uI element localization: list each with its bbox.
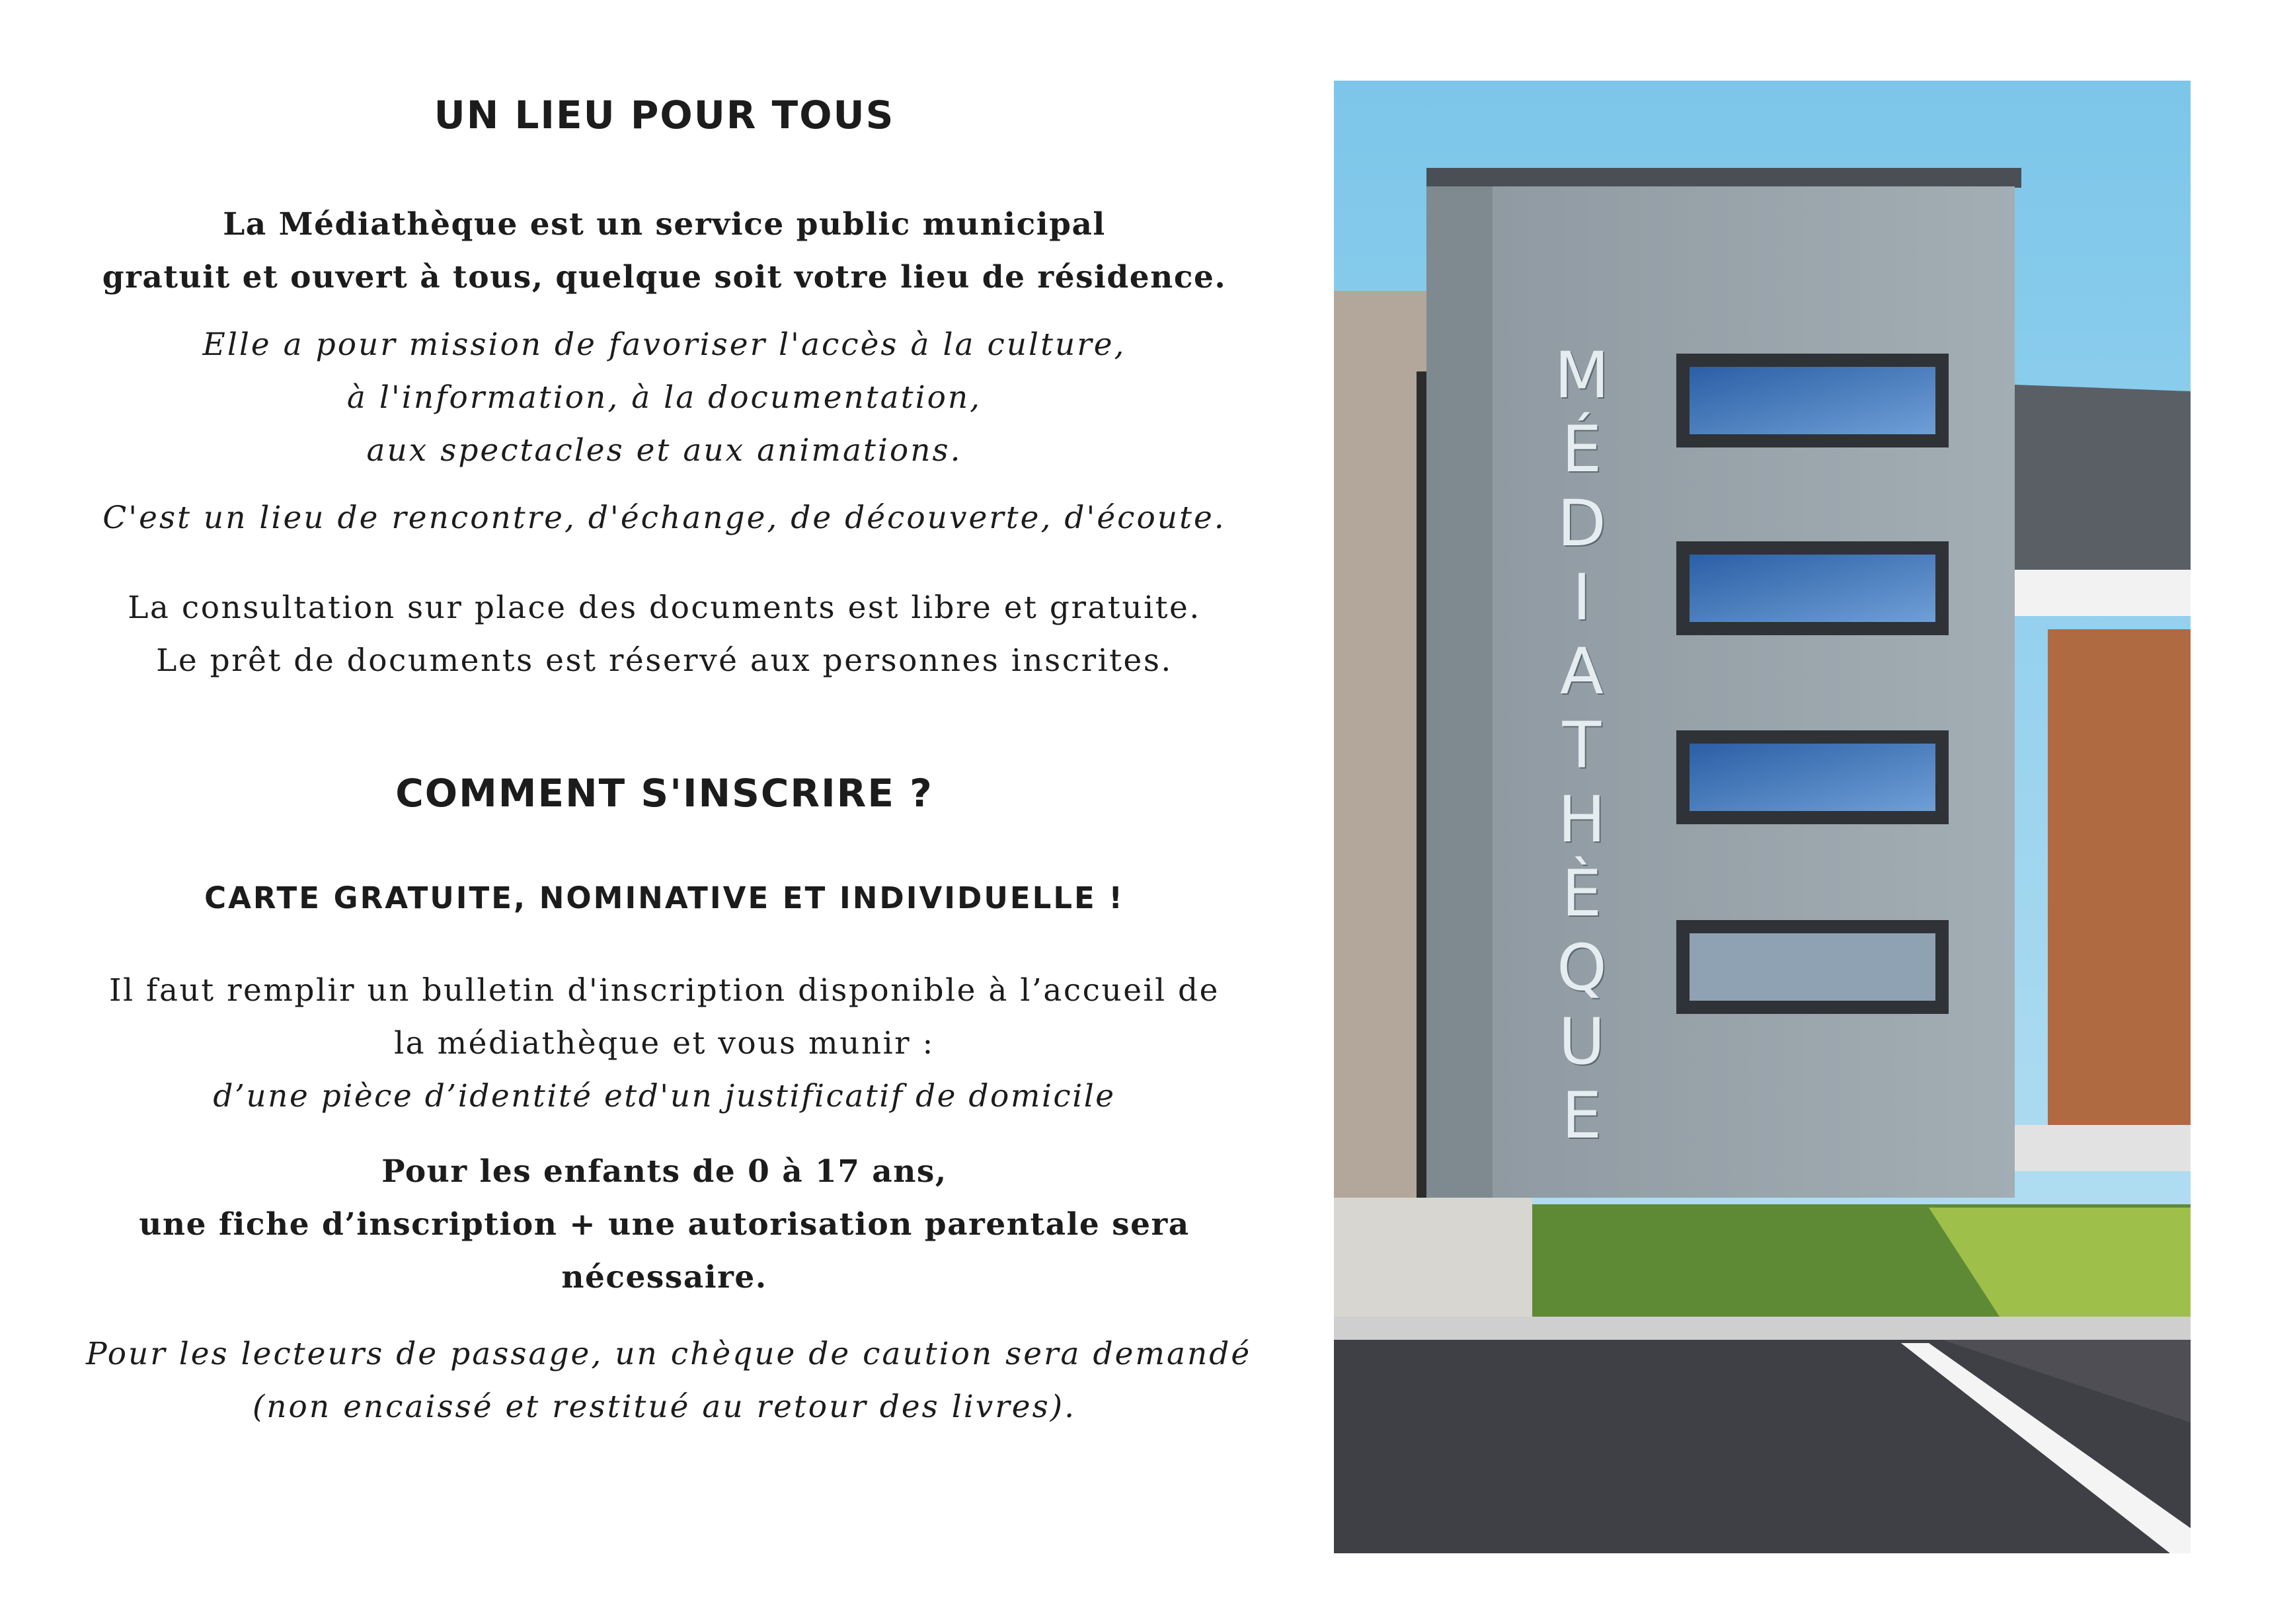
text-column [86,93,1252,1434]
consultation-paragraph [86,582,1243,687]
children-line-1: Pour les enfants de 0 à 17 ans, [381,1153,947,1190]
form-paragraph [86,964,1243,1123]
mission-paragraph [86,319,1243,477]
visitor-line-1: Pour les lecteurs de passage, un chèque de caution sera demandé [86,1336,1252,1372]
children-line-3: nécessaire. [561,1259,767,1295]
sign-letter: I [1572,561,1592,635]
documents-line: d’une pièce d’identité etd'un justificatif de domicile [213,1078,1116,1114]
sign-letter: H [1557,783,1606,857]
mission-line-1: Elle a pour mission de favoriser l'accès à la culture, [202,327,1126,363]
tower-roof-edge [1426,168,2021,188]
meeting-line: C'est un lieu de rencontre, d'échange, de découverte, d'écoute. [102,500,1226,536]
sign-letter: U [1558,1005,1606,1079]
children-line-2: une fiche d’inscription + une autorisation parentale sera [139,1206,1190,1243]
sign-letter: É [1561,412,1602,486]
sign-letter: Q [1557,931,1607,1005]
mission-line-3: aux spectacles et aux animations. [366,432,962,469]
sign-letter: M [1554,338,1610,412]
consult-line-2: Le prêt de documents est réservé aux personnes inscrites. [156,642,1173,679]
curb [1334,1317,2191,1343]
intro-paragraph [86,198,1243,304]
sign-letter: A [1560,635,1604,709]
sign-letter: E [1561,1079,1602,1153]
intro-line-1: La Médiathèque est un service public municipal [223,206,1106,243]
sign-letter: T [1562,709,1602,783]
right-wall-base [2015,1125,2191,1171]
title-comment-s-inscrire: COMMENT S'INSCRIRE ? [395,771,933,816]
sign-letter: È [1561,857,1602,931]
sign-letter: D [1557,486,1606,561]
consult-line-1: La consultation sur place des documents est libre et gratuite. [128,590,1201,626]
title-un-lieu-pour-tous: UN LIEU POUR TOUS [434,93,895,137]
right-timber-wall [2048,629,2191,1125]
children-paragraph [86,1145,1243,1304]
right-roof [2015,385,2191,583]
building-illustration [1334,81,2191,1553]
mediatheque-building-photo [1334,81,2191,1553]
card-line: CARTE GRATUITE, NOMINATIVE ET INDIVIDUELLE ! [204,880,1124,915]
mission-line-2: à l'information, à la documentation, [346,379,982,416]
mediatheque-sign [1552,338,1612,1153]
gravel-strip [1334,1198,1532,1317]
visitor-line-2: (non encaissé et restitué au retour des livres). [252,1389,1077,1425]
tower-left-shade [1426,186,1493,1198]
form-line-2: la médiathèque et vous munir : [394,1025,935,1062]
intro-line-2: gratuit et ouvert à tous, quelque soit votre lieu de résidence. [102,259,1227,295]
visitor-paragraph [86,1328,1252,1434]
right-white-band [2015,570,2191,616]
form-line-1: Il faut remplir un bulletin d'inscription disponible à l’accueil de [109,972,1220,1009]
